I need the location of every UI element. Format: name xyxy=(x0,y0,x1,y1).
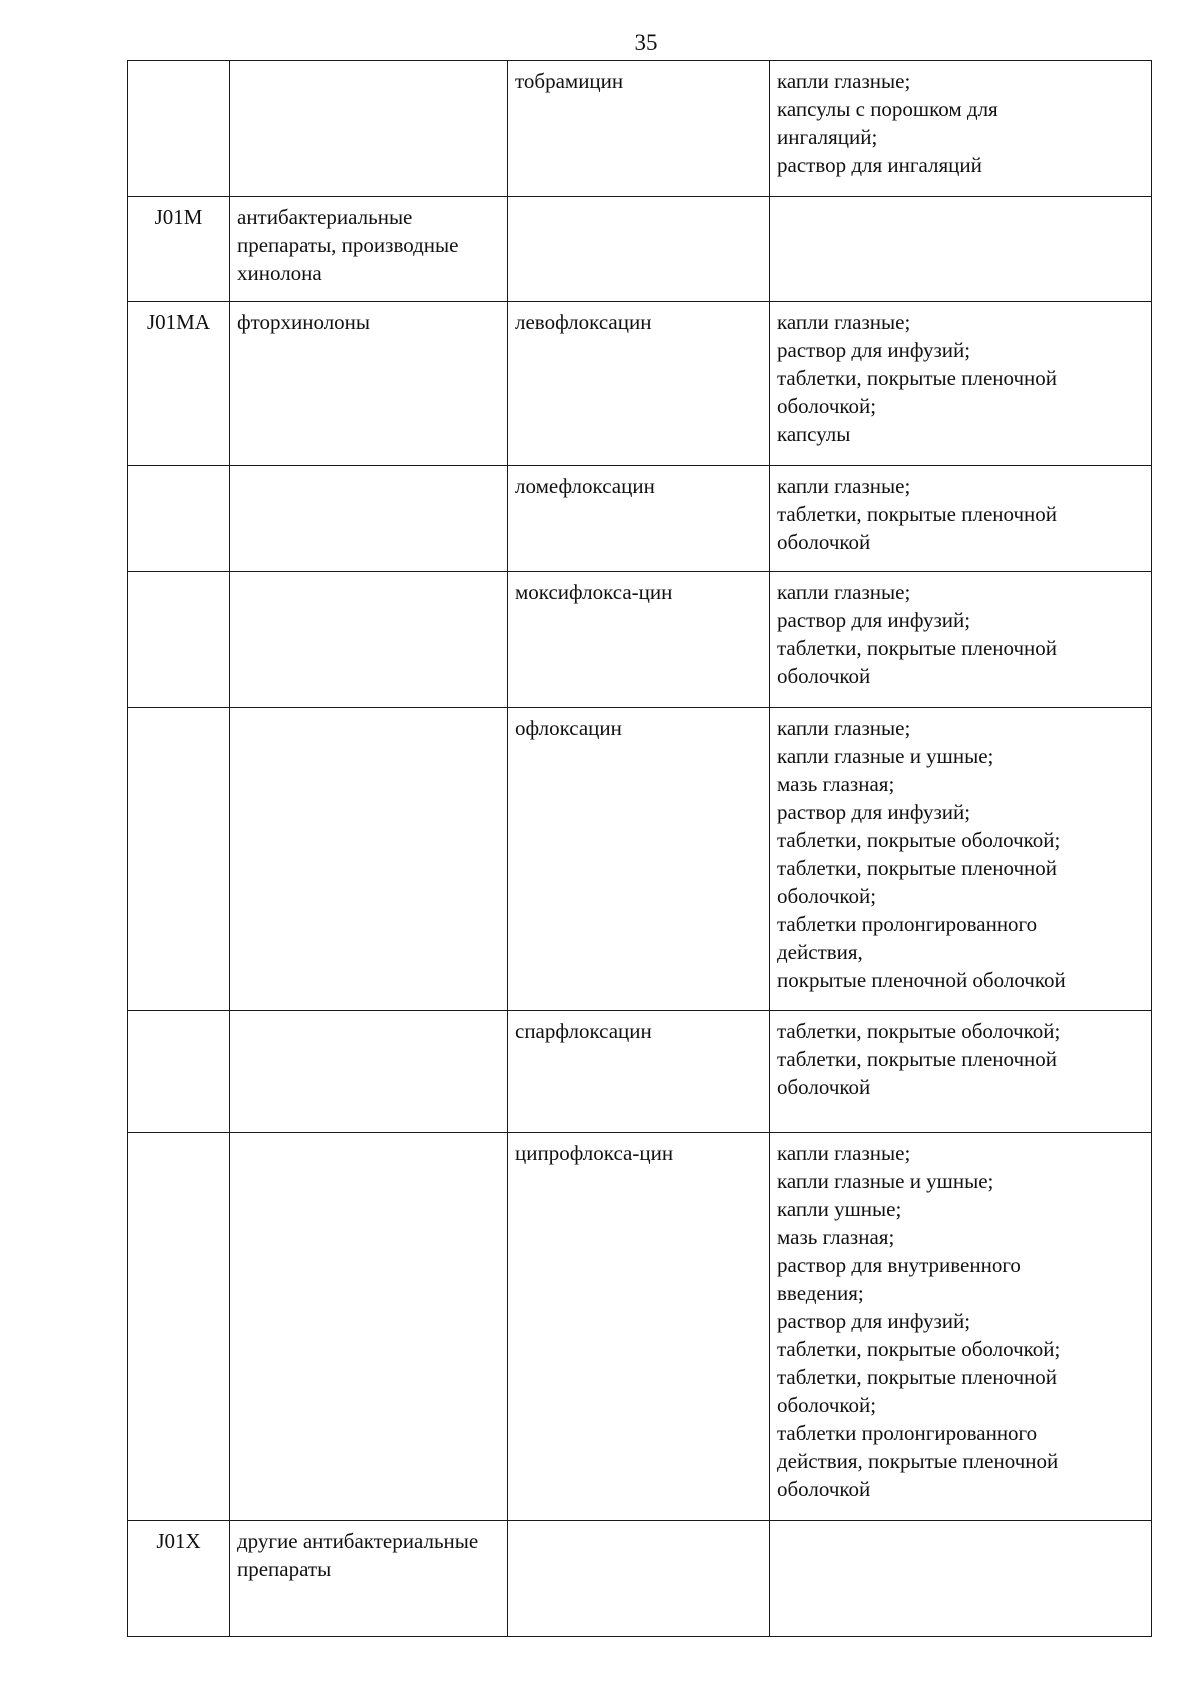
dosage-forms-cell xyxy=(770,466,1152,572)
group-cell: фторхинолоны xyxy=(230,302,508,466)
dosage-forms-cell xyxy=(770,1011,1152,1133)
table-row xyxy=(128,466,1152,572)
dosage-forms-cell xyxy=(770,197,1152,302)
dosage-form: таблетки, покрытые пленочной xyxy=(777,366,1058,390)
table-row xyxy=(128,197,1152,302)
inn-cell: офлоксацин xyxy=(508,708,770,1011)
dosage-form: капсулы с порошком для xyxy=(777,97,998,121)
dosage-form: таблетки пролонгированного xyxy=(777,1421,1038,1445)
dosage-form: капли глазные; xyxy=(777,580,911,604)
inn-cell: левофлоксацин xyxy=(508,302,770,466)
group-cell: антибактериальные препараты, производные хинолона xyxy=(230,197,508,302)
inn-cell: спарфлоксацин xyxy=(508,1011,770,1133)
atc-code-cell xyxy=(128,708,230,1011)
dosage-form: капли глазные; xyxy=(777,716,911,740)
inn-cell: ципрофлокса-цин xyxy=(508,1133,770,1521)
dosage-form: раствор для внутривенного xyxy=(777,1253,1021,1277)
table-row xyxy=(128,302,1152,466)
dosage-form: оболочкой xyxy=(777,1477,871,1501)
dosage-form: таблетки пролонгированного xyxy=(777,912,1038,936)
dosage-form: капли глазные; xyxy=(777,474,911,498)
dosage-form: таблетки, покрытые оболочкой; xyxy=(777,1019,1061,1043)
dosage-form: оболочкой xyxy=(777,530,871,554)
table-row xyxy=(128,708,1152,1011)
group-cell xyxy=(230,1011,508,1133)
dosage-form: действия, покрытые пленочной xyxy=(777,1449,1059,1473)
dosage-form: капли глазные и ушные; xyxy=(777,1169,994,1193)
dosage-form: таблетки, покрытые пленочной xyxy=(777,856,1058,880)
atc-code-cell xyxy=(128,61,230,197)
group-cell xyxy=(230,466,508,572)
table-row xyxy=(128,1011,1152,1133)
dosage-form: оболочкой; xyxy=(777,394,877,418)
dosage-forms-cell xyxy=(770,302,1152,466)
dosage-form: мазь глазная; xyxy=(777,1225,895,1249)
drug-table xyxy=(127,60,1152,1637)
dosage-form: капсулы xyxy=(777,422,851,446)
dosage-form: капли глазные; xyxy=(777,69,911,93)
atc-code-cell xyxy=(128,466,230,572)
atc-code-cell xyxy=(128,1133,230,1521)
table-row xyxy=(128,572,1152,708)
atc-code-cell: J01MA xyxy=(128,302,230,466)
atc-code-cell xyxy=(128,1011,230,1133)
group-cell: другие антибактериальные препараты xyxy=(230,1521,508,1637)
dosage-form: раствор для ингаляций xyxy=(777,153,982,177)
dosage-form: таблетки, покрытые пленочной xyxy=(777,636,1058,660)
dosage-form: раствор для инфузий; xyxy=(777,338,971,362)
atc-code-cell: J01M xyxy=(128,197,230,302)
dosage-forms-cell xyxy=(770,61,1152,197)
dosage-form: покрытые пленочной оболочкой xyxy=(777,968,1066,992)
dosage-form: капли глазные; xyxy=(777,310,911,334)
group-cell xyxy=(230,572,508,708)
inn-cell xyxy=(508,1521,770,1637)
dosage-form: таблетки, покрытые оболочкой; xyxy=(777,1337,1061,1361)
dosage-form: таблетки, покрытые оболочкой; xyxy=(777,828,1061,852)
dosage-form: введения; xyxy=(777,1281,864,1305)
table-row xyxy=(128,1133,1152,1521)
atc-code-cell: J01X xyxy=(128,1521,230,1637)
dosage-form: раствор для инфузий; xyxy=(777,1309,971,1333)
table-row xyxy=(128,1521,1152,1637)
dosage-form: ингаляций; xyxy=(777,125,878,149)
dosage-form: капли глазные и ушные; xyxy=(777,744,994,768)
dosage-form: таблетки, покрытые пленочной xyxy=(777,1365,1058,1389)
dosage-forms-cell xyxy=(770,708,1152,1011)
dosage-form: мазь глазная; xyxy=(777,772,895,796)
dosage-form: действия, xyxy=(777,940,863,964)
dosage-form: таблетки, покрытые пленочной xyxy=(777,1047,1058,1071)
group-cell xyxy=(230,1133,508,1521)
dosage-form: оболочкой xyxy=(777,1075,871,1099)
dosage-form: капли глазные; xyxy=(777,1141,911,1165)
inn-cell: тобрамицин xyxy=(508,61,770,197)
dosage-form: капли ушные; xyxy=(777,1197,902,1221)
dosage-form: раствор для инфузий; xyxy=(777,608,971,632)
page-number: 35 xyxy=(634,30,658,55)
dosage-form: оболочкой xyxy=(777,664,871,688)
inn-cell xyxy=(508,197,770,302)
dosage-form: оболочкой; xyxy=(777,884,877,908)
atc-code-cell xyxy=(128,572,230,708)
dosage-forms-cell xyxy=(770,1521,1152,1637)
inn-cell: ломефлоксацин xyxy=(508,466,770,572)
dosage-form: оболочкой; xyxy=(777,1393,877,1417)
dosage-form: таблетки, покрытые пленочной xyxy=(777,502,1058,526)
group-cell xyxy=(230,708,508,1011)
dosage-forms-cell xyxy=(770,572,1152,708)
inn-cell: моксифлокса-цин xyxy=(508,572,770,708)
dosage-form: раствор для инфузий; xyxy=(777,800,971,824)
dosage-forms-cell xyxy=(770,1133,1152,1521)
table-row xyxy=(128,61,1152,197)
group-cell xyxy=(230,61,508,197)
